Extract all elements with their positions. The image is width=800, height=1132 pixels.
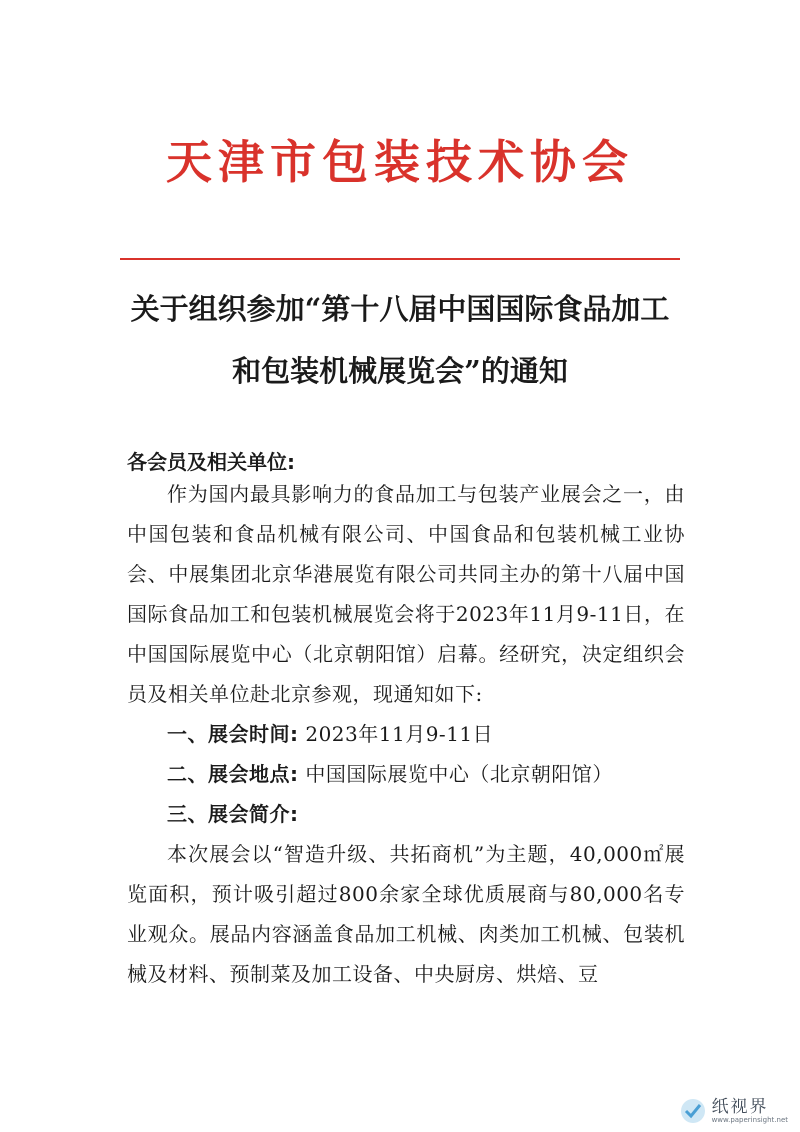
item-location [127, 754, 685, 794]
salutation: 各会员及相关单位: [127, 450, 295, 474]
watermark-url: www.paperinsight.net [711, 1116, 788, 1124]
item-label: 二、展会地点: [167, 762, 299, 786]
letterhead: 天津市包装技术协会 [166, 135, 634, 189]
paragraph-exhibition: 本次展会以“智造升级、共拓商机”为主题，40,000㎡展览面积，预计吸引超过800余家全球优质展商与80,000名专业观众。展品内容涵盖食品加工机械、肉类加工机械、包装机械及材料、预制菜及加工设备、中央厨房、烘焙、豆 [127, 842, 685, 986]
watermark-name: 纸视界 [711, 1097, 769, 1117]
item-intro [127, 794, 685, 834]
document-body [127, 474, 685, 994]
item-label: 一、展会时间: [167, 722, 299, 746]
watermark-logo [680, 1098, 788, 1124]
title-line-1: 关于组织参加“第十八届中国国际食品加工 [130, 292, 670, 326]
red-divider [120, 258, 680, 260]
item-time [127, 714, 685, 754]
paragraph-intro: 作为国内最具影响力的食品加工与包装产业展会之一，由中国包装和食品机械有限公司、中国食品和包装机械工业协会、中展集团北京华港展览有限公司共同主办的第十八届中国国际食品加工和包装机械展览会将于2023年11月9-11日，在中国国际展览中心（北京朝阳馆）启幕。经研究，决定组织会员及相关单位赴北京参观，现通知如下: [127, 482, 685, 706]
document-title [110, 278, 690, 402]
item-value: 2023年11月9-11日 [305, 722, 494, 746]
item-value: 中国国际展览中心（北京朝阳馆） [305, 762, 613, 786]
item-label: 三、展会简介: [167, 802, 299, 826]
title-line-2: 和包装机械展览会”的通知 [232, 354, 568, 388]
check-shield-icon [680, 1098, 706, 1124]
